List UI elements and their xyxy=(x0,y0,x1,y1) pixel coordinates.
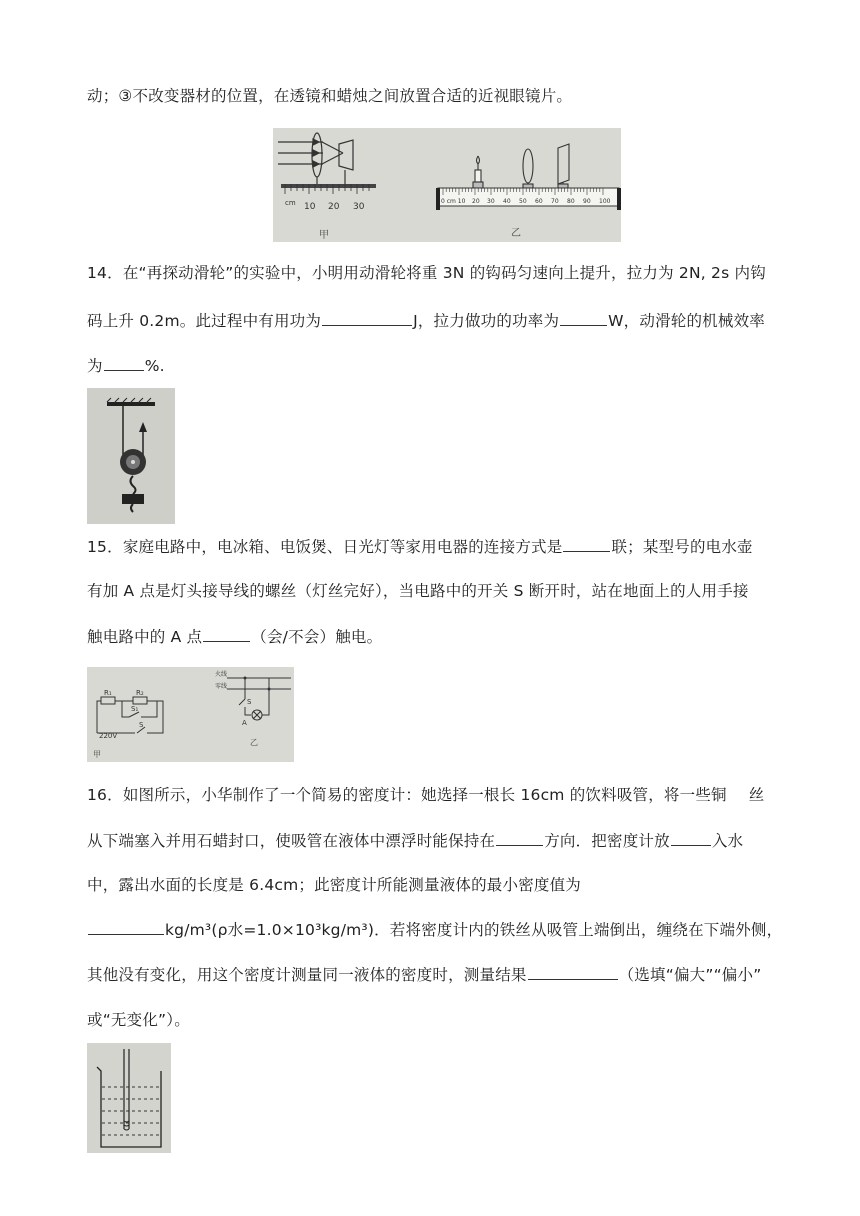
live-wire-label: 火线 xyxy=(215,671,228,678)
q15-text: 15．家庭电路中，电冰箱、电饭煲、日光灯等家用电器的连接方式是 xyxy=(87,538,563,556)
q15-line-2: 有加 A 点是灯头接导线的螺丝（灯丝完好），当电路中的开关 S 断开时，站在地面上的人用手接 xyxy=(87,582,749,600)
ruler-a-tick: cm xyxy=(285,199,296,207)
q15-line-1 xyxy=(87,535,753,558)
answer-blank-result[interactable] xyxy=(528,963,618,980)
q16-text: 16．如图所示，小华制作了一个简易的密度计：她选择一根长 16cm 的饮料吸管，将一些铜 xyxy=(87,786,727,804)
q15-text: 联；某型号的电水壶 xyxy=(611,538,753,556)
q15-text: 触电路中的 A 点 xyxy=(87,628,203,646)
q16-text: 从下端塞入并用石蜡封口，使吸管在液体中漂浮时能保持在 xyxy=(87,832,496,850)
q14-text: 为 xyxy=(87,357,103,375)
ruler-b-tick: 0 cm 10 xyxy=(441,198,466,205)
q16-line-3: 中，露出水面的长度是 6.4cm；此密度计所能测量液体的最小密度值为 xyxy=(87,876,582,894)
switch-s1-label: S₁ xyxy=(131,705,139,713)
ruler-b-tick: 90 xyxy=(583,198,591,205)
q14-line-2 xyxy=(87,309,765,332)
ruler-b-tick: 20 xyxy=(472,198,480,205)
answer-blank-power[interactable] xyxy=(560,309,607,326)
ruler-a-tick: 20 xyxy=(328,202,340,212)
ruler-a-tick: 30 xyxy=(353,202,365,212)
figure-label-b: 乙 xyxy=(511,228,521,239)
ruler-b-tick: 60 xyxy=(535,198,543,205)
ruler-b-tick: 30 xyxy=(487,198,495,205)
switch-s-label-b: S xyxy=(247,698,252,706)
ruler-a-tick: 10 xyxy=(304,202,316,212)
q16-line-4 xyxy=(87,918,782,941)
answer-blank-connection[interactable] xyxy=(563,535,610,552)
ruler-b-tick: 40 xyxy=(503,198,511,205)
q14-text: J，拉力做功的功率为 xyxy=(413,312,560,330)
figure-label-b: 乙 xyxy=(250,738,258,747)
q14-text: W，动滑轮的机械效率 xyxy=(608,312,765,330)
q16-line-6: 或“无变化”）。 xyxy=(87,1011,190,1029)
neutral-wire-label: 零线 xyxy=(215,683,228,690)
q14-line-3 xyxy=(87,354,165,377)
q16-line-2 xyxy=(87,829,743,852)
figure-label-a: 甲 xyxy=(93,750,101,759)
ruler-b-tick: 70 xyxy=(551,198,559,205)
q14-text: %. xyxy=(144,357,165,375)
figure-household-circuit xyxy=(87,667,294,762)
answer-blank-useful-work[interactable] xyxy=(322,309,412,326)
figure-movable-pulley xyxy=(87,388,175,524)
q16-text: 其他没有变化，用这个密度计测量同一液体的密度时，测量结果 xyxy=(87,966,527,984)
answer-blank-shock[interactable] xyxy=(203,625,250,642)
switch-s-label: S xyxy=(139,721,144,729)
q16-line-1 xyxy=(87,784,764,806)
figure-lens-experiment xyxy=(273,128,621,242)
q16-line-5 xyxy=(87,963,761,986)
q16-text: （选填“偏大”“偏小” xyxy=(618,966,762,984)
q16-text: kg/m³(ρ⽔=1.0×10³kg/m³)．若将密度计内的铁丝从吸管上端倒出，缠绕在下端外侧， xyxy=(165,921,783,939)
voltage-label: 220V xyxy=(99,732,118,740)
q13-tail-line: 动；③不改变器材的位置，在透镜和蜡烛之间放置合适的近视眼镜片。 xyxy=(87,87,573,105)
q14-text: 码上升 0.2m。此过程中有用功为 xyxy=(87,312,322,330)
answer-blank-direction[interactable] xyxy=(496,829,543,846)
answer-blank-place[interactable] xyxy=(671,829,711,846)
q15-text: （会/不会）触电。 xyxy=(251,628,383,646)
q16-text: 入水 xyxy=(711,832,744,850)
ruler-b-tick: 80 xyxy=(567,198,575,205)
answer-blank-efficiency[interactable] xyxy=(104,354,144,371)
q15-line-3 xyxy=(87,625,382,648)
point-a-label: A xyxy=(242,719,247,727)
ruler-b-tick: 100 xyxy=(599,198,611,205)
q16-text: 丝 xyxy=(748,786,765,804)
resistor-r2-label: R₂ xyxy=(136,689,144,697)
q16-text: 方向．把密度计放 xyxy=(544,832,670,850)
resistor-r1-label: R₁ xyxy=(104,689,112,697)
answer-blank-min-density[interactable] xyxy=(88,918,164,935)
figure-densimeter-beaker xyxy=(87,1043,171,1153)
ruler-b-tick: 50 xyxy=(519,198,527,205)
figure-label-a: 甲 xyxy=(319,230,329,241)
q14-line-1: 14．在“再探动滑轮”的实验中，小明用动滑轮将重 3N 的钩码匀速向上提升，拉力为 2N, 2s 内钩 xyxy=(87,264,766,282)
